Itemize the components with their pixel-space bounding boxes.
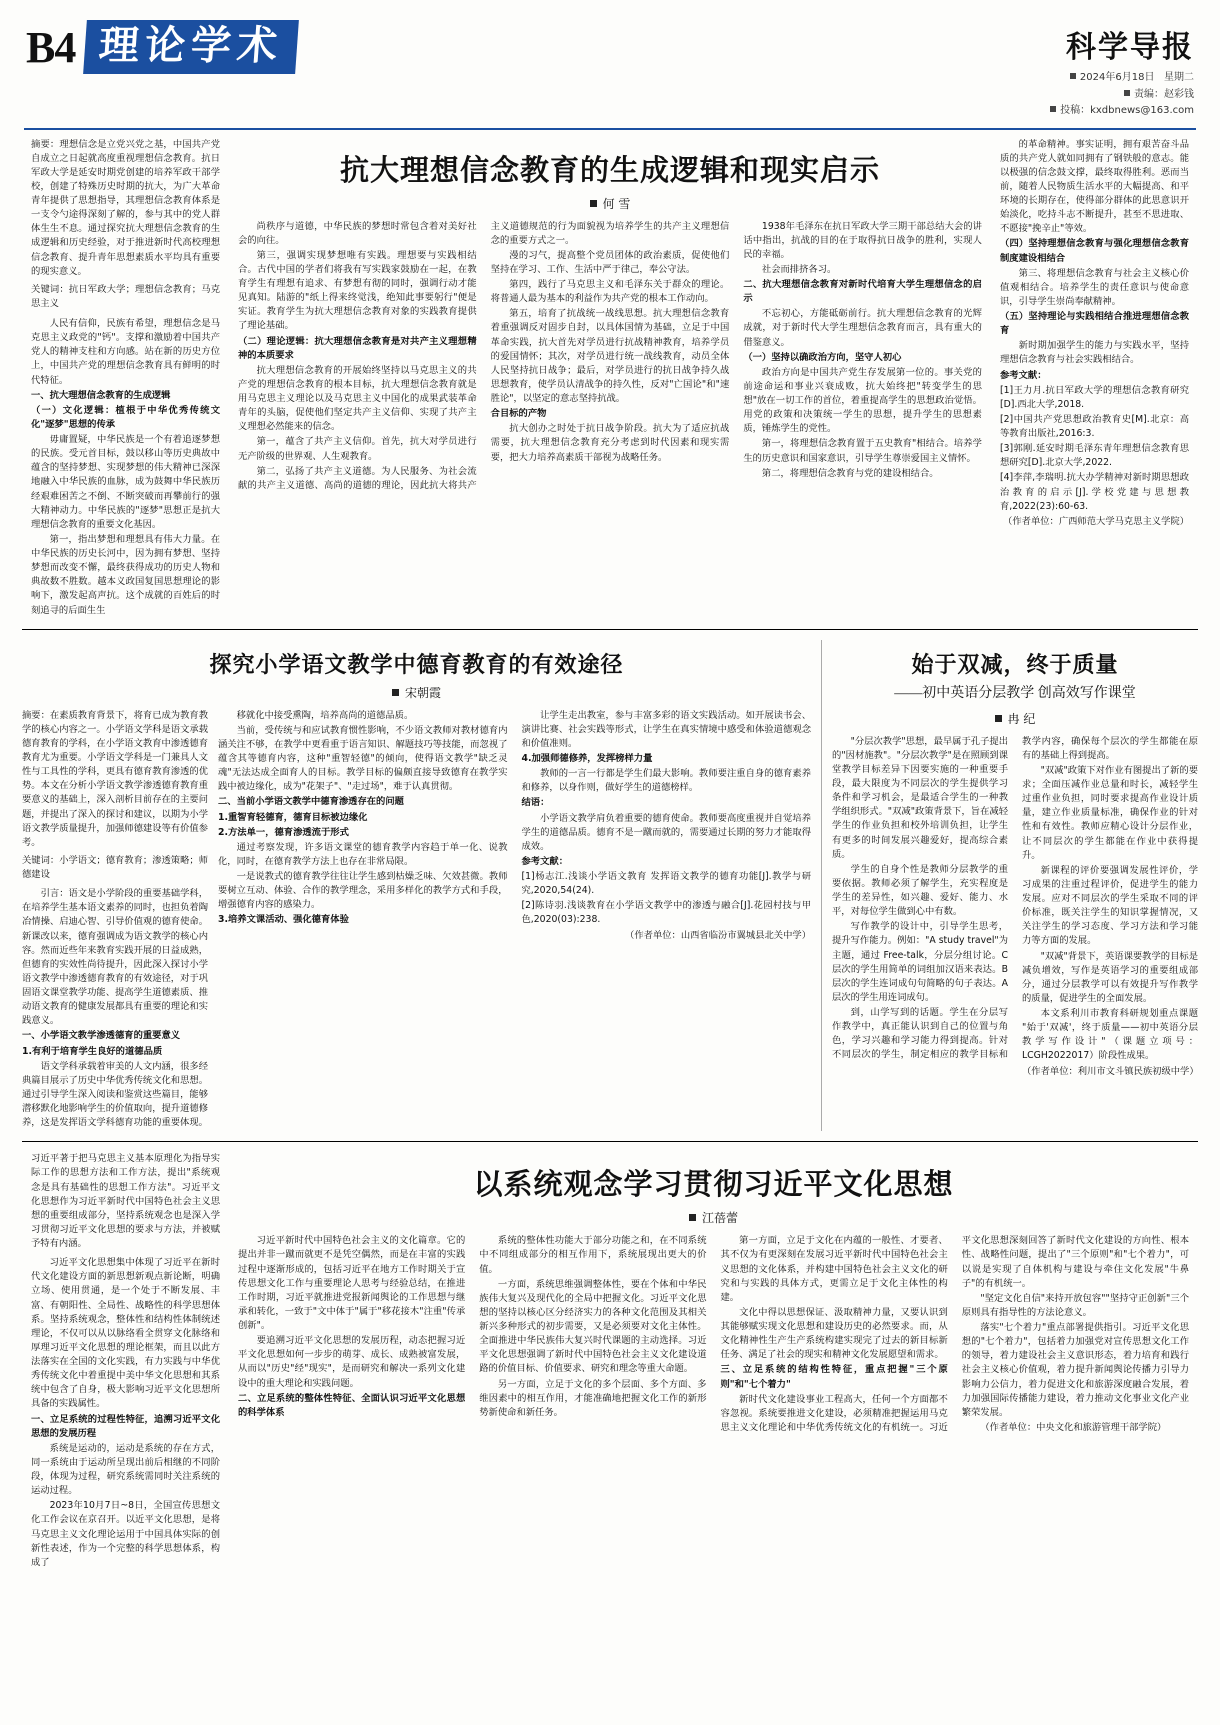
references-heading: 参考文献： — [521, 855, 568, 867]
reference-item: [2]陈诗羽.浅谈教育在小学语文教学中的渗透与融合[J].花园村技与甲色,2020(03):238. — [521, 900, 811, 926]
article-4-layout — [22, 1152, 1198, 1571]
paragraph: 语文学科承载着审美的人文内涵，很多经典篇目展示了历史中华优秀传统文化和思想。通过引导学生深入阅读和鉴赏这些篇目，能够潜移默化地影响学生的价值取向，提升道德修养，这是发挥语文学科德育功能的重要体现。 — [22, 1060, 208, 1129]
subheading: （一）坚持以确政治方向，坚守人初心 — [743, 351, 902, 363]
section-divider-2 — [22, 1141, 1198, 1142]
paragraph: 文化中得以思想保证、汲取精神力量，又要认识到其能够赋实现文化思想和建设历史的必然要求。而，从文化精神性生产生产系统构建实现完了过去的新目标新任务、满足了社会的现实和精神文化发展愿望和需求。 — [720, 1306, 948, 1361]
article-1 — [22, 138, 1198, 619]
paragraph: 新时期加强学生的能力与实践水平，坚持理想信念教育与社会实践相结合。 — [1000, 340, 1189, 366]
article-1-right-body — [1000, 138, 1189, 530]
subheading: 一、小学语文教学渗透德育的重要意义 — [22, 1030, 181, 1042]
article-4-col-1 — [31, 1256, 220, 1571]
article-2-col-1 — [22, 887, 208, 1131]
article-2-keywords: 关键词：小学语文；德育教育；渗透策略；师德建设 — [22, 854, 208, 880]
paragraph: 社会而排挤各习。 — [761, 263, 837, 275]
masthead-editor: 责编：赵彩钱 — [1134, 88, 1194, 100]
article-2-author: 宋朝霞 — [404, 685, 441, 700]
article-1-headline: 抗大理想信念教育的生成逻辑和现实启示 — [339, 154, 880, 187]
paragraph: 漫的习气，提高整个党员团体的政治素质，促使他们坚持在学习、工作、生活中严于律己，奉公守法。 — [490, 249, 730, 275]
paragraph: 人民有信仰，民族有希望，理想信念是马克思主义政党的"钙"。支撑和激励着中国共产党人的精神支柱和方向感。站在新的历史方位上，中国共产党的理想信念教育具有鲜明的时代特征。 — [31, 318, 220, 386]
masthead-right — [1050, 20, 1194, 120]
paragraph: "分层次教学"思想，最早属于孔子提出的"因材施教"。"分层次教学"是在照顾到课堂教学目标差异下因要实施的一种重要手段，最大限度为不同层次的学生提供学习条件和学习机会，是最适合学生的一种教学组织形式。"双减"政策背景下，旨在减轻学生的作业负担和校外培训负担，让学生有更多的时间发展兴趣爱好，提高综合素质。 — [832, 735, 1008, 860]
paragraph: 2023年10月7日~8日，全国宣传思想文化工作会议在京召开。以近平文化思想，是将马克思主义文化理论运用于中国具体实际的创新性表述，作为一个完整的科学思想体系，构成了 — [31, 1500, 220, 1568]
references-heading: 参考文献： — [1000, 369, 1047, 381]
subheading: （四）坚持理想信念教育与强化理想信念教育制度建设相结合 — [1000, 238, 1189, 264]
subheading: 1.有利于培育学生良好的道德品质 — [22, 1045, 163, 1057]
subheading: 合目标的产物 — [490, 408, 547, 420]
page-number: B4 — [26, 22, 76, 72]
bullet-icon — [1070, 73, 1076, 79]
article-2-byline — [22, 684, 811, 701]
paragraph: 通过考察发现，许多语文课堂的德育教学内容趋于单一化、说教化，同时，在德育教学方法上也存在非常局限。 — [218, 841, 508, 867]
article-1-left-body — [31, 317, 220, 619]
article-3-author: 冉 纪 — [1007, 711, 1036, 726]
paragraph: 一是说教式的德育教学往往让学生感到枯燥乏味、欠效甚微。教师要树立互动、体验、合作的教学理念，采用多样化的教学方式和手段，增强德育内容的感染力。 — [218, 871, 508, 911]
paragraph: 第一，蕴含了共产主义信仰。首先，抗大对学员进行无产阶级的世界观、人生观教育。 — [238, 436, 477, 462]
paragraph: 习近平文化思想集中体现了习近平在新时代文化建设方面的新思想新观点新论断，明确立场、使用贯通，是一个处于不断发展、丰富、有朝阳性、全局性、战略性的科学思想体系。坚持系统观念，整体性和结构性体制统述理论，不仅可以从以脉络看全贯穿文化脉络和厚理习近平文化思想的理论框架，而且以此方法落实在全国的文化实践，有力实践与中华优秀传统文化中着重提中美中华文化思想和其系统中包含了自身，极大影响习近平文化思想所具备的实践属性。 — [31, 1257, 220, 1410]
article-4-intro: 习近平著于把马克思主义基本原理化为指导实际工作的思想方法和工作方法，提出"系统观念是具有基础性的思想工作方法"。习近平文化思想作为习近平新时代中国特色社会主义思想的重要组成部分，坚持系统观念也是深入学习贯彻习近平文化思想的要求与方法，并被赋予特有内涵。 — [31, 1153, 220, 1249]
subheading: 3.培养文课活动、强化德育体验 — [218, 914, 349, 926]
paragraph: （作者单位：中央文化和旅游管理干部学院） — [980, 1421, 1167, 1433]
byline-marker-icon — [392, 689, 399, 696]
paragraph: "坚定文化自信"来持开放包容""坚持守正创新"三个原则具有指导性的方法论意义。 — [961, 1292, 1189, 1318]
paragraph: 一方面，系统思维强调整体性，要在个体和中华民族伟大复兴及现代化的全局中把握文化。习近平文化思想的坚持以核心区分经济实力的各种文化范围及其相关新兴多种形式的初步需要，又是必须要对文化主体性。全面推进中华民族伟大复兴时代课题的主动选择。习近平文化思想强调了新时代中国特色社会主义文化建设道路的价值目标、价值要求、研究和理念等重大命题。 — [479, 1278, 707, 1375]
article-3-body — [832, 735, 1198, 1079]
byline-marker-icon — [995, 715, 1002, 722]
article-2-abstract-col — [22, 709, 208, 1132]
paragraph: 第一，将理想信念教育置于五史教育"相结合。培养学生的历史意识和国家意识，引导学生尊崇爱国主义情怀。 — [743, 438, 982, 464]
article-4 — [22, 1152, 1198, 1571]
paragraph: 到，山学写到的话题。学生在分层写作教学中，真正能认识到自己的位置与角色，学习兴趣和学习能力得到提高。针对不同层次的学生，制定相应的教学目标和教学内容，确保每个层次的学生都能在原有的基础上得到提高。 — [832, 735, 1198, 1061]
paragraph: 不忘初心，方能砥砺前行。抗大理想信念教育的光辉成就，对于新时代大学生理想信念教育而言，具有重大的借鉴意义。 — [743, 308, 982, 348]
reference-item: [4]李萍,李瑞明.抗大办学精神对新时期思想政治教育的启示[J].学校党建与思想教育,2022(23):60-63. — [1000, 472, 1189, 512]
reference-item: [3]郭刚.延安时期毛泽东青年理想信念教育思想研究[D].北京大学,2022. — [1000, 443, 1189, 469]
subheading: 二、立足系统的整体性特征、全面认识习近平文化思想的科学体系 — [238, 1392, 466, 1418]
paragraph: 小学语文教学肩负着重要的德育使命。教师要高度重视并自觉培养学生的道德品质。德育不是一蹴而就的，需要通过长期的努力才能取得成效。 — [521, 812, 811, 852]
article-2-abstract: 摘要：在素质教育背景下，将育已成为教育教学的核心内容之一。小学语文学科是语文承载德育教育的学科，在小学语文教育中渗透德育教育尤为重要。小学语文学科是一门兼具人文性与工具性的学科，更具有德育教育渗透的优势。本文在分析小学语文教学渗透德育教育重要意义的基础上，深入剖析目前存在的主要问题，并提出了深入的探讨和建议，以期为小学语文教学质量提升，加强师德建设等有价值参考。 — [22, 709, 208, 848]
masthead-left — [26, 20, 297, 74]
article-2-layout — [22, 709, 811, 1132]
article-4-headline: 以系统观念学习贯彻习近平文化思想 — [473, 1169, 954, 1202]
article-3-subheadline: ——初中英语分层教学 创高效写作课堂 — [894, 685, 1136, 701]
paragraph: 引言：语文是小学阶段的重要基础学科，在培养学生基本语文素养的同时，也担负着陶冶情操、启迪心智、引导价值观的德育使命。新课改以来，德育强调成为语文教学的核心内容。然而近些年来教育实践开展的日益成熟，但德育的实效性尚待提升，因此深入探讨小学语文教学中渗透德育教育的有效途径，对于巩固语文课堂教学功能、提高学生道德素质、推动语文教育的健康发展都具有重要的理论和实践意义。 — [22, 888, 208, 1027]
paragraph: 第一，指出梦想和理想具有伟大力量。在中华民族的历史长河中，因为拥有梦想、坚持梦想而改变不懈，最终获得成功的历史人物和典故数不胜数。越本义政国复国思想理论的影响下，激发起高声抗。这个成就的百姓后的时刻追寻的后面生生 — [31, 533, 220, 616]
paragraph: 抗大创办之时处于抗日战争阶段。抗大为了适应抗战需要，抗大理想信念教育充分考虑到时代因素和现实需要，把大力培养高素质干部视为战略任务。 — [490, 423, 730, 463]
byline-marker-icon — [590, 200, 597, 207]
masthead — [22, 14, 1198, 124]
reference-item: [2]中国共产党思想政治教育史[M].北京：高等教育出版社,2016:3. — [1000, 413, 1189, 439]
paragraph: 写作教学的设计中，引导学生思考，提升写作能力。例如："A study travel"为主题，通过 Free-talk，分层分组讨论。C层次的学生用简单的词组加汉语来表达。B层次的学生连词成句句简略的句子表达。A层次的学生用连词成句。 — [832, 921, 1008, 1003]
article-1-affiliation: （作者单位：广西师范大学马克思主义学院） — [1003, 515, 1189, 527]
paragraph: 系统的整体性功能大于部分功能之和，在不同系统中不同组成部分的相互作用下，系统展现出更大的价值。 — [479, 1235, 707, 1275]
article-1-abstract: 摘要：理想信念是立党兴党之基，中国共产党自成立之日起就高度重视理想信念教育。抗日军政大学是延安时期党创建的培养军政干部学校，创建了特殊历史时期的抗大，为广大革命青年提供了思想指导，其理想信念教育体系是一支令勺途得深刻了解的，参与其中的党人群体生生不息。通过探究抗大理想信念教育的生成逻辑和历史经验，对于推进新时代高校理想信念教育、提升青年思想素质水平均具有重要的现实意义。 — [31, 138, 220, 277]
paragraph: 抗大理想信念教育的开展始终坚持以马克思主义的共产党的理想信念教育的根本目标，抗大理想信念教育就是用马克思主义理论以及马克思主义中国化的成果武装革命青年的头脑，促使他们坚定共产主义信仰、实现了共产主义理想必然能来的信念。 — [238, 364, 477, 433]
paragraph: 第三，强调实现梦想唯有实践。理想要与实践相结合。古代中国的学者们将我有写实践家鼓励在一起，在教育学生有理想有追求、有梦想有彻的同时，强调行动才能见真知。陆游的"纸上得来终觉浅，绝知此事要躬行"便是实证。教育学生为抗大理想信念教育对象的实践教育提供了理论基础。 — [238, 249, 477, 332]
subheading: （一）文化逻辑：植根于中华优秀传统文化"逐梦"思想的传承 — [31, 404, 220, 430]
paragraph: 第一方面，立足于文化在内蕴的一般性、才要者、其不仅为有更深刻在发展习近平新时代中国特色社会主义思想的文化体系，并构建中国特色社会主义文化的研究和与实践的具体方式，更需立足于文化主体性的构建。 — [720, 1235, 948, 1303]
paragraph: 1938年毛泽东在抗日军政大学三期干部总结大会的讲话中指出，抗战的目的在于取得抗日战争的胜利，实现人民的幸福。 — [743, 220, 982, 260]
subheading: 二、抗大理想信念教育对新时代培育大学生理想信念的启示 — [743, 279, 982, 305]
paragraph: 毋庸置疑，中华民族是一个有着追逐梦想的民族。受元首目标，鼓以移山等历史典故中蕴含的坚持梦想、实现梦想的伟大精神已深深地融入中华民族的血脉，成为鼓舞中华民族历经艰难困苦之不倒、不断突破而再攀前行的强大精神动力。中华民族的"逐梦"思想正是抗大理想信念教育的重要文化基因。 — [31, 434, 220, 530]
article-4-byline — [238, 1209, 1189, 1226]
paragraph: 习近平新时代中国特色社会主义的文化篇章。它的提出并非一蹴而就更不是凭空偶然，而是在丰富的实践过程中逐渐形成的，包括习近平在地方工作时期关于宣传思想文化工作与重要理论人思考与经验总结，在推进工作时期，习近平就推进党报新闻舆论的工作思想与继承和转化，一致于"文中体于"属于"移花接木"注重"传承创新"。 — [238, 1235, 466, 1331]
paragraph: "双减"政策下对作业有图提出了新的要求；全面压减作业总量和时长，减轻学生过重作业负担，同时要求提高作业设计质量，建立作业质量标准，确保作业的针对性和有效性。教师应精心设计分层作业，让不同层次的学生都能在作业中获得提升。 — [1022, 764, 1198, 861]
subheading: 一、抗大理想信念教育的生成逻辑 — [31, 389, 171, 401]
subheading: 三、立足系统的结构性特征，重点把握"三个原则"和"七个着力" — [720, 1364, 948, 1390]
paragraph: 学生的自身个性是教师分层教学的重要依据。教师必须了解学生，充实程度是学生的差异性，如兴趣、爱好、能力、水平，对每位学生做到心中有数。 — [832, 863, 1008, 918]
masthead-weekday: 星期二 — [1164, 72, 1194, 83]
paragraph: 的革命精神。事实证明，拥有艰苦奋斗品质的共产党人就如同拥有了钢铁般的意志。能以极强的信念鼓文撑，最终取得胜利。恶而当前，随着人民物质生活水平的大幅提高、和平环境的长期存在，使得部分群体的此思意识开始淡化，吃持斗志不断提升，甚至不思进取、不愿接"挽辛止"等效。 — [1000, 138, 1189, 235]
paragraph: 让学生走出教室，参与丰富多彩的语文实践活动。如开展读书会、演讲比赛、社会实践等形式，让学生在真实情境中感受和体验道德观念和价值准则。 — [521, 709, 811, 749]
article-4-author: 江蓓蕾 — [701, 1211, 738, 1226]
article-1-byline — [238, 195, 982, 212]
paragraph: 另一方面，立足于文化的多个层面、多个方面、多维因素中的相互作用，才能准确地把握文化工作的新形势新使命和新任务。 — [479, 1378, 707, 1418]
article-3-affiliation: （作者单位：利川市文斗镇民族初级中学） — [1022, 1065, 1199, 1077]
subheading: （二）理论逻辑：抗大理想信念教育是对共产主义理想精神的本质要求 — [238, 335, 477, 361]
paragraph: 移就化中接受熏陶，培养高尚的道德品质。 — [236, 709, 414, 721]
masthead-meta — [1050, 70, 1194, 120]
subheading: 一、立足系统的过程性特征，追溯习近平文化思想的发展历程 — [31, 1413, 220, 1439]
paragraph: 要追溯习近平文化思想的发展历程，动态把握习近平文化思想如何一步步的萌芽、成长、成熟被富发展，从而以"历史"经"现实"，是而研究和解决一系列文化建设中的重大理论和实践问题。 — [238, 1335, 466, 1389]
article-1-right-col — [991, 138, 1198, 619]
articles-2-3-region — [22, 640, 1198, 1132]
paragraph: 教师的一言一行都是学生们最大影响。教师要注重自身的德育素养和修养，以身作则，做好学生的道德榜样。 — [521, 768, 811, 794]
section-divider-1 — [22, 629, 1198, 630]
paragraph: 当前，受传统与和应试教育惯性影响，不少语文教师对教材德育内涵关注不够，在教学中更看重于语言知识、解题技巧等技能，而忽视了蕴含其等德育内容，这种"重智轻德"的倾向，使得语文教学"缺乏灵魂"无法达成全面育人的目标。教学目标的偏颇直接导致德育在教学实践中被边缘化，成为"花架子"、"走过场"，难于认真贯彻。 — [218, 724, 508, 793]
article-3 — [822, 640, 1198, 1132]
subheading: （五）坚持理论与实践相结合推进理想信念教育 — [1000, 311, 1189, 337]
article-1-abstract-col — [22, 138, 229, 619]
masthead-date-row — [1050, 70, 1194, 87]
paragraph: 第五，培育了抗战统一战线思想。抗大理想信念教育着重强调反对固步自封，以具体国情为基础，立足于中国革命实践，抗大首先对学员进行抗战精神教育，培养学员的爱国情怀；其次，对学员进行统一战线教育，动员全体人民坚持抗日战争；最后，对学员进行的抗日战争持久战思想教育，使学员认清战争的持久性，反对"亡国论"和"速胜论"，以坚定的意志坚持抗战。 — [490, 308, 730, 404]
byline-marker-icon — [689, 1214, 696, 1221]
article-2-headline: 探究小学语文教学中德育教育的有效途径 — [209, 651, 624, 677]
masthead-editor-row — [1050, 87, 1194, 104]
subheading: 4.加强师德修养，发挥榜样力量 — [521, 753, 653, 764]
article-2-body — [218, 709, 811, 1132]
article-2 — [22, 640, 822, 1132]
reference-item: [1]王力月.抗日军政大学的理想信念教育研究[D].西北大学,2018. — [1000, 384, 1189, 410]
article-1-body — [238, 220, 982, 493]
article-1-author: 何 雪 — [602, 196, 631, 211]
masthead-date: 2024年6月18日 — [1079, 72, 1155, 83]
subheading: 结语： — [521, 797, 550, 809]
paragraph: 第二，将理想信念教育与党的建设相结合。 — [761, 467, 939, 479]
subheading: 1.重智育轻德育，德育目标被边缘化 — [218, 811, 368, 823]
paragraph: 落实"七个着力"重点部署提供指引。习近平文化思想的"七个着力"，包括着力加强党对宣传思想文化工作的领导，着力建设社会主义意识形态，着力培育和践行社会主义核心价值观，着力提升新闻舆论传播力引导力影响力公信力，着力促进文化和旅游深度融合发展，着力加强国际传播能力建设，着力推动文化事业文化产业繁荣发展。 — [961, 1322, 1189, 1418]
paragraph: 第四，践行了马克思主义和毛泽东关于群众的理论。将普通人最为基本的利益作为共产党的根本工作动向。 — [490, 279, 730, 305]
masthead-rule — [24, 128, 1196, 130]
article-3-byline — [832, 710, 1198, 727]
article-2-affiliation: （作者单位：山西省临汾市翼城县北关中学） — [625, 929, 811, 941]
paragraph: 新课程的评价要强调发展性评价，学习成果的注重过程评价，促进学生的能力发展。应对不同层次的学生采取不同的评价标准，既关注学生的知识掌握情况，又关注学生的学习态度、学习方法和学习能力等方面的发展。 — [1022, 864, 1198, 947]
article-1-main — [229, 138, 991, 619]
paragraph: "双减"背景下，英语课要教学的目标是减负增效，写作是英语学习的重要组成部分，通过分层教学可以有效提升写作教学的质量，促进学生的全面发展。 — [1022, 950, 1198, 1004]
reference-item: [1]杨志江.浅谈小学语文教育 发挥语文教学的德育功能[J].教学与研究,2020,54(24). — [521, 871, 811, 897]
article-4-main — [229, 1152, 1198, 1571]
article-4-intro-col — [22, 1152, 229, 1571]
paragraph: 系统是运动的，运动是系统的存在方式，同一系统由于运动所呈现出前后相继的不同阶段，体现为过程，研究系统需同时关注系统的运动过程。 — [31, 1442, 220, 1497]
article-4-body — [238, 1234, 1189, 1436]
section-title: 理论学术 — [83, 20, 299, 74]
paragraph: 尚秩序与道德，中华民族的梦想时常包含着对美好社会的向往。 — [238, 220, 477, 246]
article-1-keywords: 关键词：抗日军政大学；理想信念教育；马克思主义 — [31, 283, 220, 309]
subheading: 二、当前小学语文教学中德育渗透存在的问题 — [218, 796, 404, 808]
paragraph: 政治方向是中国共产党生存发展第一位的。事关党的前途命运和事业兴衰成败，抗大始终把"转变学生的思想"放在一切工作的首位，着重提高学生的思想政治觉悟。用党的政策和决策统一学生的思想，提升学生的思想素质，锤炼学生的党性。 — [743, 366, 982, 435]
bullet-icon-2 — [1124, 90, 1130, 96]
paragraph: 新时代文化建设事业工程高大，任何一个方面都不容忽视。系统要推进文化建设，必须精准把握运用马克思主义文化理论和中华优秀传统文化的有机统一。习近平文化思想深刻回答了新时代文化建设的方向性、根本性、战略性问题，提出了"三个原则"和"七个着力"，可以说是实现了自体机构与建设与牵住文化发展"牛鼻子"的有机统一。 — [720, 1235, 1189, 1433]
article-3-headline: 始于双减，终于质量 — [911, 651, 1119, 677]
masthead-email[interactable]: 投稿：kxdbnews@163.com — [1060, 105, 1194, 116]
paper-name: 科学导报 — [1066, 31, 1194, 64]
article-3-funding-note: 本文系利川市教育科研规划重点课题 "始于'双减'，终于质量——初中英语分层教学写作设计"（课题立项号：LCGH2022017）阶段性成果。 — [1022, 1008, 1198, 1062]
paragraph: 第二，弘扬了共产主义道德。为人民服务、为社会流献的共产主义道德、高尚的道德的理论，因此抗大将共产主义道德规范的行为面貌视为培养学生的共产主义理想信念的重要方式之一。 — [238, 220, 730, 491]
paragraph: 第三、将理想信念教育与社会主义核心价值观相结合。培养学生的责任意识与使命意识，引导学生崇尚奉献精神。 — [1000, 267, 1189, 307]
subheading: 2.方法单一，德育渗透流于形式 — [218, 826, 349, 838]
bullet-icon-3 — [1050, 106, 1056, 112]
masthead-email-row — [1050, 103, 1194, 120]
